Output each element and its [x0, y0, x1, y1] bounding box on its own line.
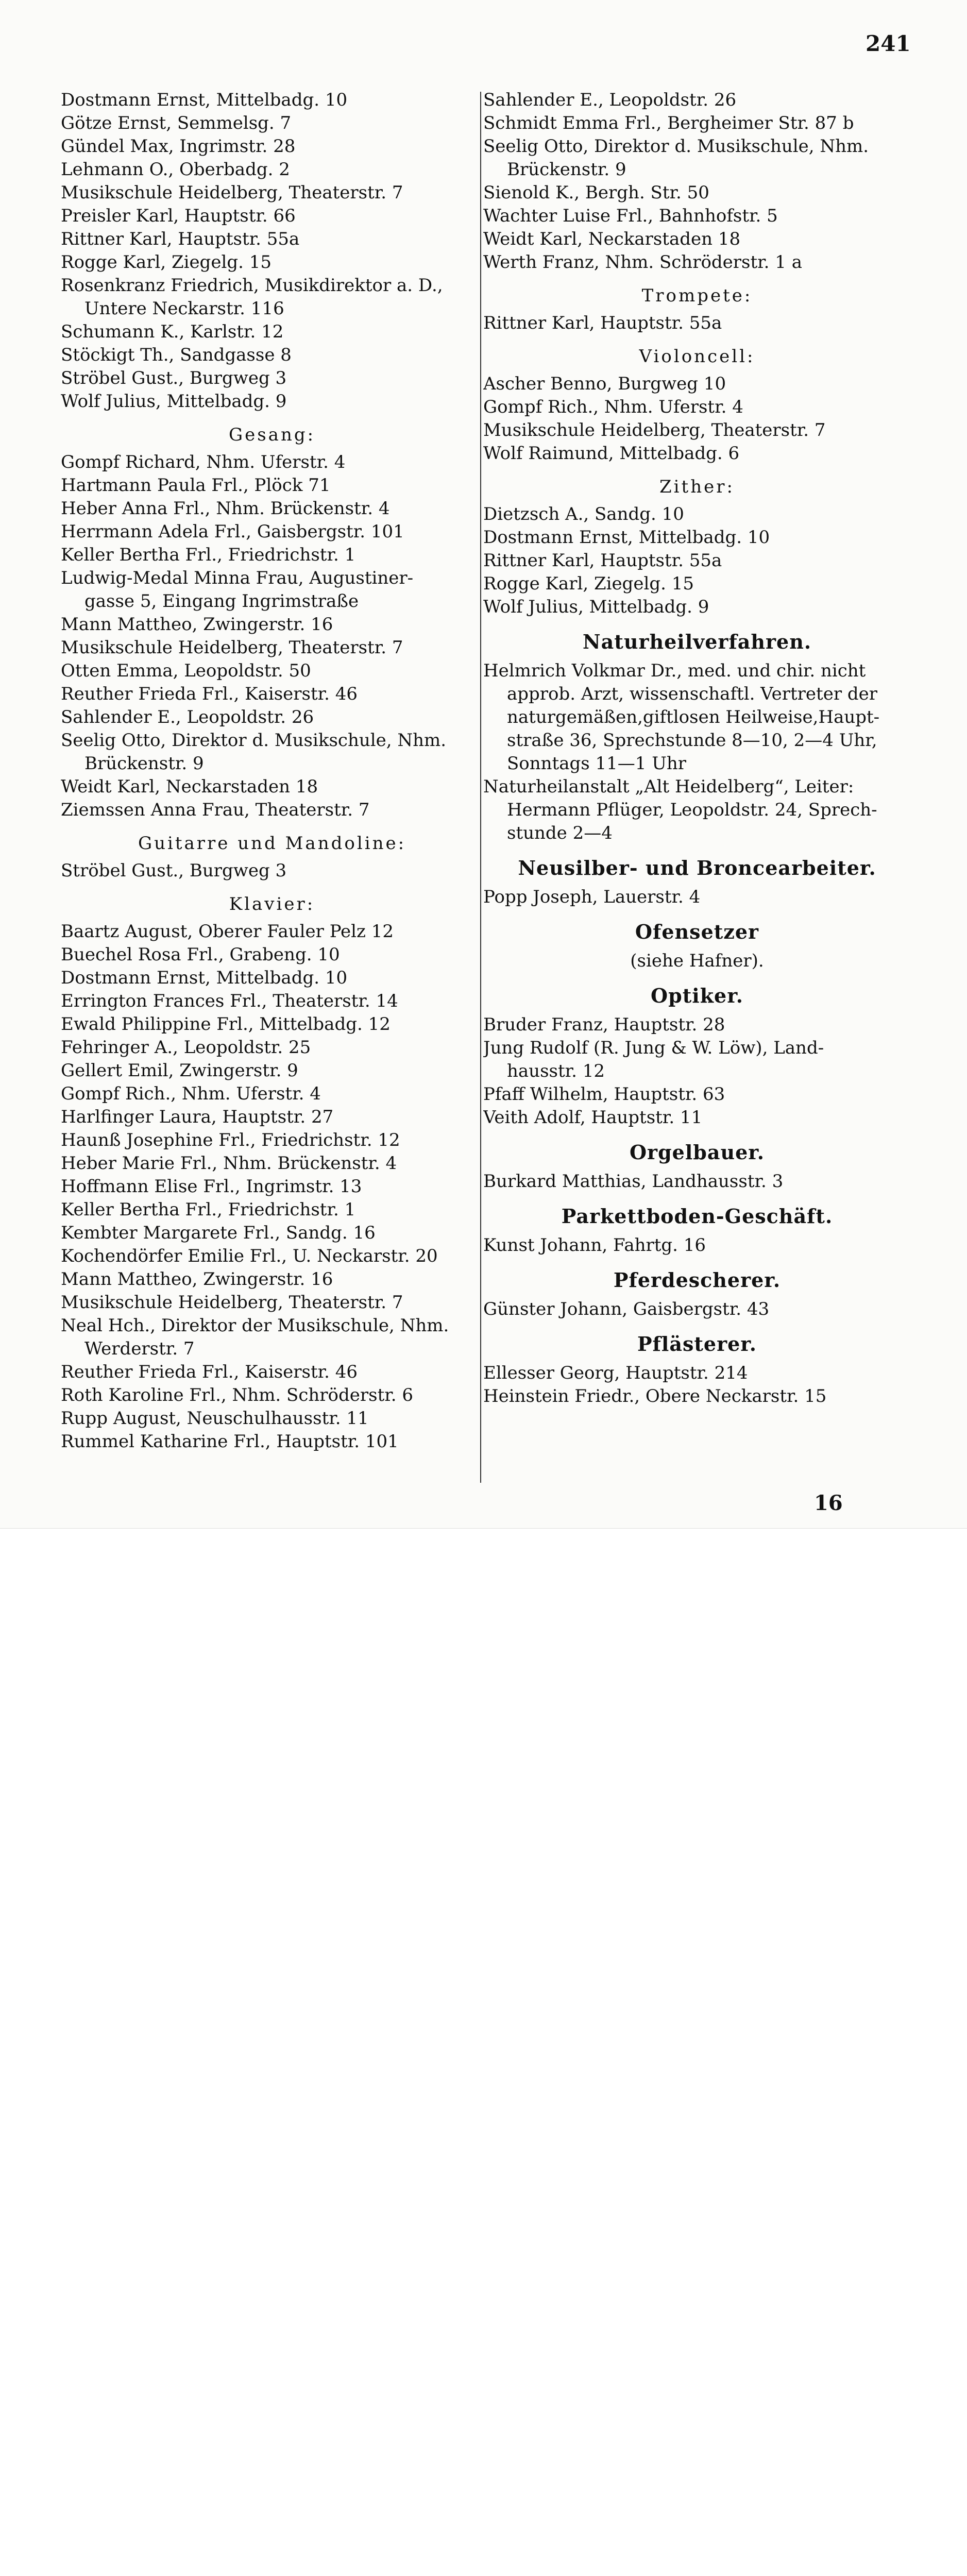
directory-entry: Bruder Franz, Hauptstr. 28	[483, 1014, 725, 1035]
entry-continuation: stunde 2—4	[507, 823, 613, 843]
directory-entry: Errington Frances Frl., Theaterstr. 14	[61, 991, 398, 1011]
entry-continuation: approb. Arzt, wissenschaftl. Vertreter der	[507, 684, 878, 704]
directory-entry: Lehmann O., Oberbadg. 2	[61, 159, 290, 180]
directory-entry: Dostmann Ernst, Mittelbadg. 10	[61, 90, 348, 110]
directory-entry: Jung Rudolf (R. Jung & W. Löw), Land-	[483, 1038, 824, 1058]
directory-entry: Naturheilanstalt „Alt Heidelberg“, Leiter:	[483, 776, 854, 797]
trade-heading: Optiker.	[651, 984, 743, 1007]
directory-entry: Rittner Karl, Hauptstr. 55a	[483, 313, 722, 333]
directory-entry: Seelig Otto, Direktor d. Musikschule, Nhm.	[61, 730, 447, 751]
directory-entry: Wolf Julius, Mittelbadg. 9	[61, 391, 287, 412]
directory-entry: Schumann K., Karlstr. 12	[61, 321, 284, 342]
directory-entry: Musikschule Heidelberg, Theaterstr. 7	[61, 1292, 403, 1313]
directory-entry: Ziemssen Anna Frau, Theaterstr. 7	[61, 800, 370, 820]
directory-entry: Weidt Karl, Neckarstaden 18	[61, 776, 318, 797]
trade-heading: Neusilber- und Broncearbeiter.	[518, 856, 876, 879]
directory-entry: Stöckigt Th., Sandgasse 8	[61, 345, 292, 365]
entry-continuation: Werderstr. 7	[84, 1338, 195, 1359]
section-heading: Klavier:	[229, 894, 315, 914]
directory-entry: Rupp August, Neuschulhausstr. 11	[61, 1408, 369, 1429]
directory-entry: Gompf Rich., Nhm. Uferstr. 4	[61, 1083, 321, 1104]
directory-entry: Gompf Rich., Nhm. Uferstr. 4	[483, 397, 743, 417]
directory-entry: Seelig Otto, Direktor d. Musikschule, Nhm.	[483, 136, 869, 157]
directory-entry: Rittner Karl, Hauptstr. 55a	[61, 229, 300, 249]
directory-entry: Preisler Karl, Hauptstr. 66	[61, 206, 296, 226]
directory-entry: Rittner Karl, Hauptstr. 55a	[483, 550, 722, 571]
entry-continuation: Untere Neckarstr. 116	[84, 298, 284, 319]
trade-heading: Pferdescherer.	[613, 1268, 781, 1292]
directory-entry: Keller Bertha Frl., Friedrichstr. 1	[61, 545, 356, 565]
directory-entry: Ströbel Gust., Burgweg 3	[61, 860, 287, 881]
directory-entry: Ludwig-Medal Minna Frau, Augustiner-	[61, 568, 414, 588]
directory-entry: Musikschule Heidelberg, Theaterstr. 7	[61, 637, 403, 658]
directory-entry: Herrmann Adela Frl., Gaisbergstr. 101	[61, 521, 404, 542]
directory-entry: Günster Johann, Gaisbergstr. 43	[483, 1299, 770, 1319]
directory-entry: Weidt Karl, Neckarstaden 18	[483, 229, 741, 249]
directory-entry: Buechel Rosa Frl., Grabeng. 10	[61, 944, 340, 965]
directory-entry: Reuther Frieda Frl., Kaiserstr. 46	[61, 1362, 358, 1382]
cross-reference: (siehe Hafner).	[630, 951, 764, 971]
page-number: 241	[866, 31, 911, 56]
right-column	[483, 89, 911, 1408]
entry-continuation: naturgemäßen,giftlosen Heilweise,Haupt-	[507, 707, 880, 727]
directory-entry: Harlfinger Laura, Hauptstr. 27	[61, 1107, 334, 1127]
entry-continuation: hausstr. 12	[507, 1061, 605, 1081]
directory-entry: Fehringer A., Leopoldstr. 25	[61, 1037, 311, 1058]
directory-entry: Gompf Richard, Nhm. Uferstr. 4	[61, 452, 346, 472]
directory-entry: Kembter Margarete Frl., Sandg. 16	[61, 1223, 376, 1243]
column-divider	[480, 92, 481, 1483]
directory-entry: Hoffmann Elise Frl., Ingrimstr. 13	[61, 1176, 362, 1197]
directory-entry: Dostmann Ernst, Mittelbadg. 10	[483, 527, 770, 548]
directory-entry: Otten Emma, Leopoldstr. 50	[61, 660, 311, 681]
directory-entry: Mann Mattheo, Zwingerstr. 16	[61, 1269, 333, 1290]
directory-entry: Burkard Matthias, Landhausstr. 3	[483, 1171, 784, 1192]
entry-continuation: Hermann Pflüger, Leopoldstr. 24, Sprech-	[507, 800, 877, 820]
directory-entry: Werth Franz, Nhm. Schröderstr. 1 a	[483, 252, 803, 273]
entry-continuation: Brückenstr. 9	[84, 753, 204, 774]
directory-entry: Pfaff Wilhelm, Hauptstr. 63	[483, 1084, 725, 1105]
directory-entry: Rogge Karl, Ziegelg. 15	[61, 252, 272, 273]
trade-heading: Ofensetzer	[635, 920, 759, 943]
viewer-footer	[0, 1528, 967, 1603]
left-column	[61, 89, 483, 1453]
section-heading: Trompete:	[641, 285, 753, 306]
section-heading: Violoncell:	[639, 346, 755, 367]
trade-heading: Naturheilverfahren.	[582, 630, 812, 653]
directory-entry: Ellesser Georg, Hauptstr. 214	[483, 1363, 748, 1383]
trade-heading: Parkettboden-Geschäft.	[561, 1205, 833, 1228]
directory-entry: Kunst Johann, Fahrtg. 16	[483, 1235, 706, 1256]
directory-entry: Heinstein Friedr., Obere Neckarstr. 15	[483, 1386, 827, 1406]
directory-entry: Gellert Emil, Zwingerstr. 9	[61, 1060, 298, 1081]
directory-entry: Dietzsch A., Sandg. 10	[483, 504, 684, 524]
directory-entry: Reuther Frieda Frl., Kaiserstr. 46	[61, 684, 358, 704]
directory-entry: Ströbel Gust., Burgweg 3	[61, 368, 287, 388]
directory-entry: Helmrich Volkmar Dr., med. und chir. nicht	[483, 660, 866, 681]
directory-entry: Ewald Philippine Frl., Mittelbadg. 12	[61, 1014, 391, 1035]
entry-continuation: Brückenstr. 9	[507, 159, 626, 180]
directory-entry: Heber Marie Frl., Nhm. Brückenstr. 4	[61, 1153, 397, 1174]
directory-entry: Roth Karoline Frl., Nhm. Schröderstr. 6	[61, 1385, 414, 1405]
directory-entry: Haunß Josephine Frl., Friedrichstr. 12	[61, 1130, 400, 1150]
entry-continuation: Sonntags 11—1 Uhr	[507, 753, 687, 774]
directory-entry: Wachter Luise Frl., Bahnhofstr. 5	[483, 206, 778, 226]
directory-entry: Götze Ernst, Semmelsg. 7	[61, 113, 292, 133]
trade-heading: Orgelbauer.	[629, 1141, 765, 1164]
section-heading: Zither:	[659, 477, 735, 497]
trade-heading: Pflästerer.	[637, 1332, 757, 1355]
directory-entry: Sahlender E., Leopoldstr. 26	[483, 90, 737, 110]
directory-entry: Popp Joseph, Lauerstr. 4	[483, 887, 701, 907]
directory-entry: Kochendörfer Emilie Frl., U. Neckarstr. 20	[61, 1246, 438, 1266]
directory-entry: Wolf Julius, Mittelbadg. 9	[483, 597, 709, 617]
directory-entry: Neal Hch., Direktor der Musikschule, Nhm.	[61, 1315, 449, 1336]
directory-entry: Rummel Katharine Frl., Hauptstr. 101	[61, 1431, 399, 1452]
directory-entry: Musikschule Heidelberg, Theaterstr. 7	[483, 420, 826, 440]
section-heading: Guitarre und Mandoline:	[138, 833, 406, 854]
entry-continuation: straße 36, Sprechstunde 8—10, 2—4 Uhr,	[507, 730, 877, 751]
section-heading: Gesang:	[228, 425, 316, 445]
entry-continuation: gasse 5, Eingang Ingrimstraße	[84, 591, 359, 612]
directory-entry: Baartz August, Oberer Fauler Pelz 12	[61, 921, 394, 942]
signature-mark: 16	[814, 1491, 843, 1515]
directory-entry: Schmidt Emma Frl., Bergheimer Str. 87 b	[483, 113, 854, 133]
directory-entry: Sahlender E., Leopoldstr. 26	[61, 707, 314, 727]
directory-entry: Heber Anna Frl., Nhm. Brückenstr. 4	[61, 498, 390, 519]
directory-entry: Mann Mattheo, Zwingerstr. 16	[61, 614, 333, 635]
directory-entry: Wolf Raimund, Mittelbadg. 6	[483, 443, 740, 464]
directory-entry: Ascher Benno, Burgweg 10	[483, 374, 726, 394]
directory-entry: Veith Adolf, Hauptstr. 11	[483, 1107, 703, 1128]
directory-entry: Musikschule Heidelberg, Theaterstr. 7	[61, 182, 403, 203]
directory-entry: Dostmann Ernst, Mittelbadg. 10	[61, 968, 348, 988]
directory-entry: Sienold K., Bergh. Str. 50	[483, 182, 709, 203]
directory-entry: Rogge Karl, Ziegelg. 15	[483, 573, 694, 594]
directory-entry: Rosenkranz Friedrich, Musikdirektor a. D.,	[61, 275, 443, 296]
directory-entry: Hartmann Paula Frl., Plöck 71	[61, 475, 331, 496]
directory-entry: Keller Bertha Frl., Friedrichstr. 1	[61, 1199, 356, 1220]
directory-entry: Gündel Max, Ingrimstr. 28	[61, 136, 296, 157]
